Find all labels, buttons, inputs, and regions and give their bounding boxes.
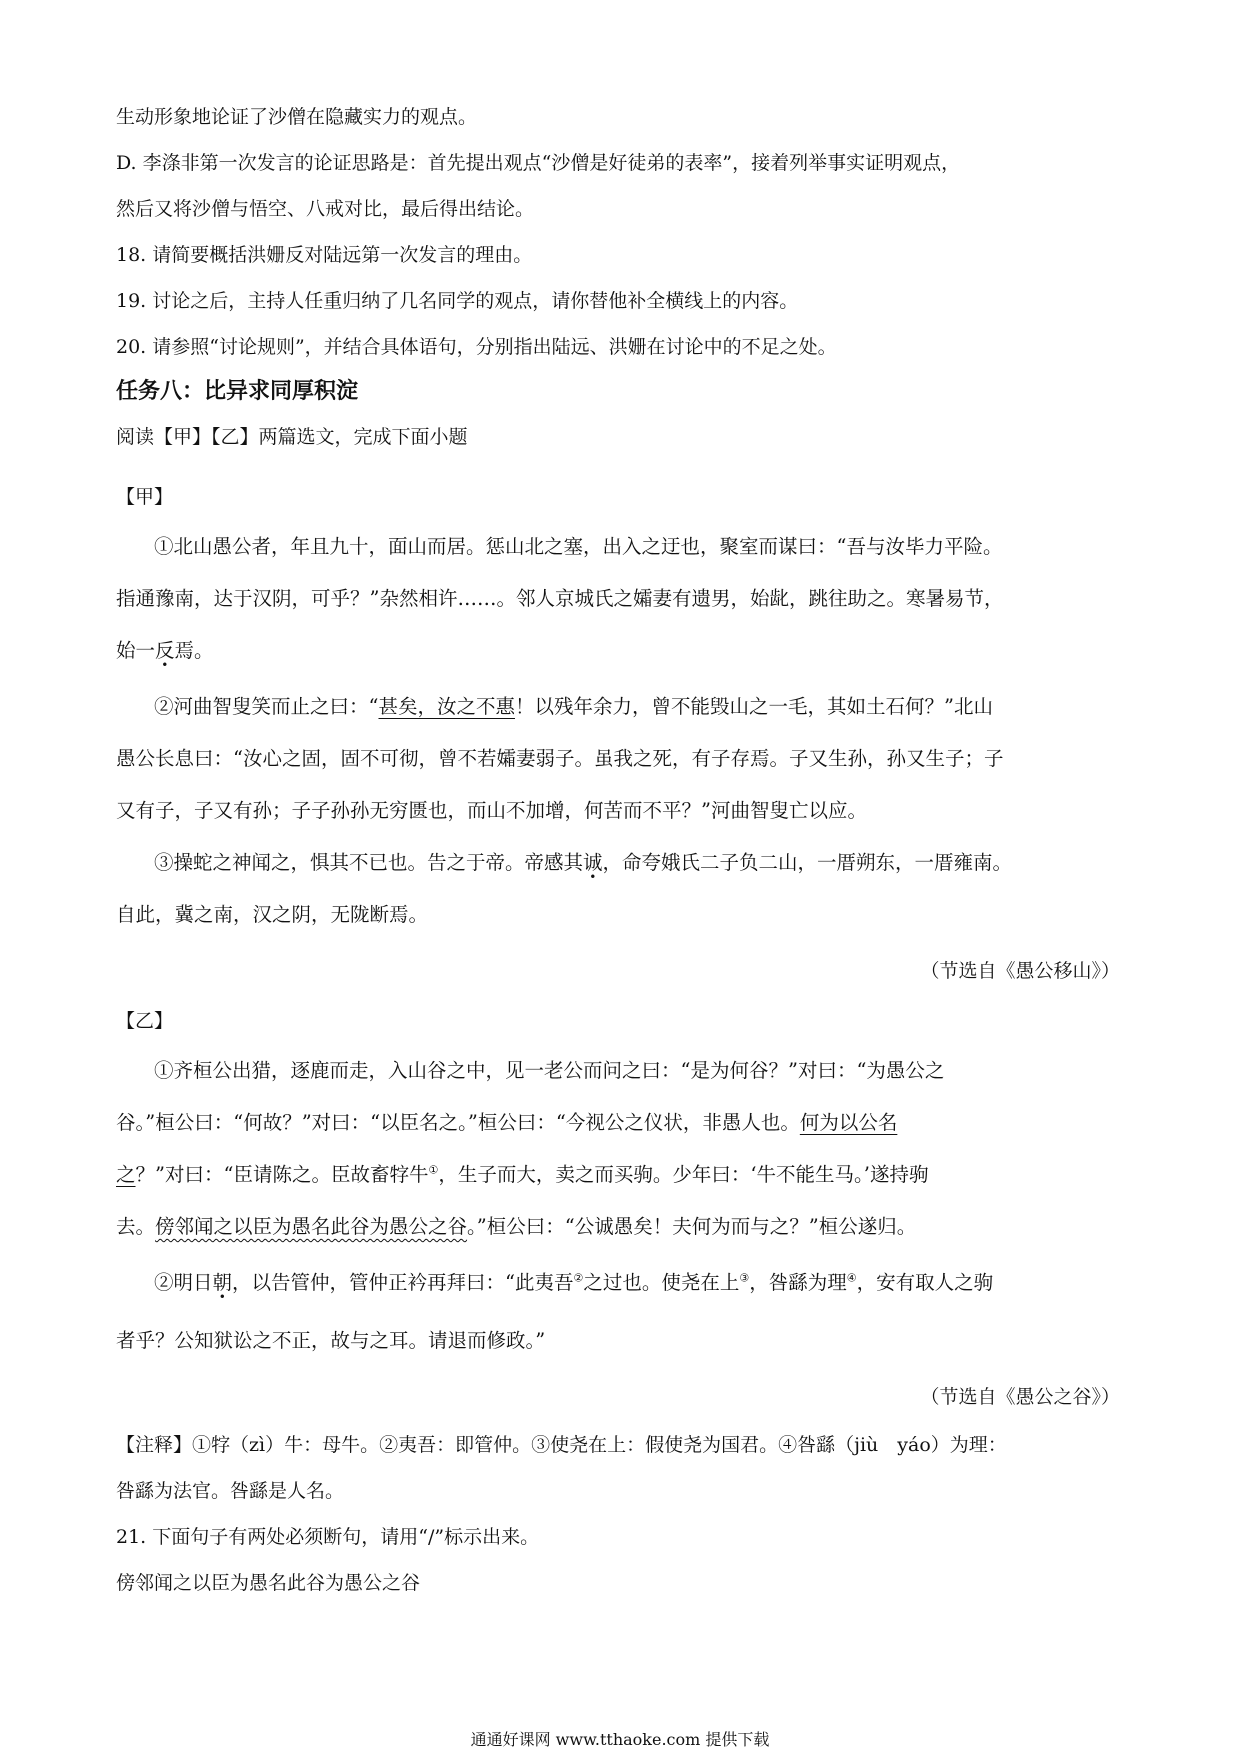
dotted-word-cheng: 诚 (583, 851, 603, 874)
underlined-sentence-yi-start: 何为以公名 (799, 1111, 898, 1134)
text-span: ！以残年余力，曾不能毁山之一毛，其如土石何？”北山 (515, 695, 993, 718)
dotted-word-fan: 反 (155, 639, 175, 662)
footnote-marker: ③ (739, 1271, 750, 1285)
yi-p1-line4 (116, 1212, 1126, 1242)
dotted-word-chao: 朝 (212, 1271, 233, 1294)
option-d-line1: D. 李涤非第一次发言的论证思路是：首先提出观点“沙僧是好徒弟的表率”，接着列举事实证明观点， (116, 152, 961, 174)
text-span: 之过也。使尧在上 (583, 1271, 740, 1294)
text-span: 去。 (116, 1215, 156, 1238)
text-span: ，以告管仲，管仲正衿再拜曰：“此夷吾 (232, 1271, 574, 1294)
question-19: 19. 讨论之后，主持人任重归纳了几名同学的观点，请你替他补全横线上的内容。 (116, 290, 799, 312)
yi-p1-line2 (116, 1108, 1126, 1138)
notes-line1: 【注释】①牸（zì）牛：母牛。②夷吾：即管仲。③使尧在上：假使尧为国君。④咎繇（jiù yáo）为理： (116, 1434, 1007, 1456)
footnote-marker: ② (573, 1271, 584, 1285)
jia-p2-line2: 愚公长息曰：“汝心之固，固不可彻，曾不若孀妻弱子。虽我之死，有子存焉。子又生孙，孙又生子；子 (116, 747, 1004, 770)
underlined-sentence-jia: 甚矣，汝之不惠 (378, 695, 515, 718)
page-content (116, 102, 1126, 1598)
jia-source: （节选自《愚公移山》） (920, 960, 1120, 982)
jia-p1-line3 (116, 636, 1126, 666)
text-span: ，生子而大，卖之而买驹。少年曰：‘牛不能生马。’遂持驹 (438, 1163, 929, 1186)
text-span: ，咎繇为理 (749, 1271, 847, 1294)
text-span: 谷。”桓公曰：“何故？”对曰：“以臣名之。”桓公曰：“今视公之仪状，非愚人也。 (116, 1111, 800, 1134)
yi-p1-line1: ①齐桓公出猎，逐鹿而走，入山谷之中，见一老公而问之曰：“是为何谷？”对曰：“为愚公之 (154, 1059, 945, 1082)
text-span: ？”对曰：“臣请陈之。臣故畜牸牛 (135, 1163, 429, 1186)
text-span: ②明日 (154, 1271, 213, 1294)
passage-jia (116, 532, 1126, 986)
text-span: ③操蛇之神闻之，惧其不已也。告之于帝。帝感其 (154, 851, 584, 874)
jia-p1-line2: 指通豫南，达于汉阴，可乎？”杂然相许……。邻人京城氏之孀妻有遗男，始龀，跳往助之。寒暑易节， (116, 587, 1004, 610)
yi-source: （节选自《愚公之谷》） (920, 1386, 1120, 1408)
jia-p2-line1 (116, 692, 1126, 722)
text-span: ，安有取人之驹 (856, 1271, 994, 1294)
question-18: 18. 请简要概括洪姗反对陆远第一次发言的理由。 (116, 244, 533, 266)
text-span: 焉。 (174, 639, 214, 662)
option-c-tail: 生动形象地论证了沙僧在隐藏实力的观点。 (116, 106, 478, 128)
footnote-marker: ④ (846, 1271, 857, 1285)
yi-p1-line3 (116, 1160, 1126, 1190)
page-footer: 通通好课网 www.tthaoke.com 提供下载 (470, 1730, 770, 1749)
passage-yi-label: 【乙】 (116, 1010, 174, 1032)
option-d-line2: 然后又将沙僧与悟空、八戒对比，最后得出结论。 (116, 198, 535, 220)
task-instruction: 阅读【甲】【乙】两篇选文，完成下面小题 (116, 426, 468, 448)
jia-p2-line3: 又有子，子又有孙；子子孙孙无穷匮也，而山不加增，何苦而不平？”河曲智叟亡以应。 (116, 799, 867, 822)
passage-jia-label: 【甲】 (116, 486, 174, 508)
wavy-underlined-sentence: 傍邻闻之以臣为愚名此谷为愚公之谷 (155, 1215, 468, 1238)
yi-p2-line1 (116, 1268, 1126, 1298)
question-21-sentence: 傍邻闻之以臣为愚名此谷为愚公之谷 (116, 1572, 421, 1594)
text-span: 。”桓公曰：“公诚愚矣！夫何为而与之？”桓公遂归。 (467, 1215, 917, 1238)
notes-line2: 咎繇为法官。咎繇是人名。 (116, 1480, 345, 1502)
task-heading: 任务八：比异求同厚积淀 (116, 379, 359, 404)
jia-p3-line2: 自此，冀之南，汉之阴，无陇断焉。 (116, 903, 429, 926)
underlined-sentence-yi-end: 之 (116, 1163, 136, 1186)
question-20: 20. 请参照“讨论规则”，并结合具体语句，分别指出陆远、洪姗在讨论中的不足之处。 (116, 336, 837, 358)
footnote-marker: ① (428, 1163, 439, 1177)
text-span: 始一 (116, 639, 156, 662)
jia-p1-line1: ①北山愚公者，年且九十，面山而居。惩山北之塞，出入之迂也，聚室而谋曰：“吾与汝毕力平险。 (154, 535, 1003, 558)
jia-p3-line1 (116, 848, 1126, 878)
text-span: ，命夸娥氏二子负二山，一厝朔东，一厝雍南。 (602, 851, 1013, 874)
text-span: ②河曲智叟笑而止之曰：“ (154, 695, 379, 718)
question-21: 21. 下面句子有两处必须断句，请用“/”标示出来。 (116, 1526, 540, 1548)
passage-yi (116, 1056, 1126, 1412)
yi-p2-line2: 者乎？公知狱讼之不正，故与之耳。请退而修政。” (116, 1329, 546, 1352)
